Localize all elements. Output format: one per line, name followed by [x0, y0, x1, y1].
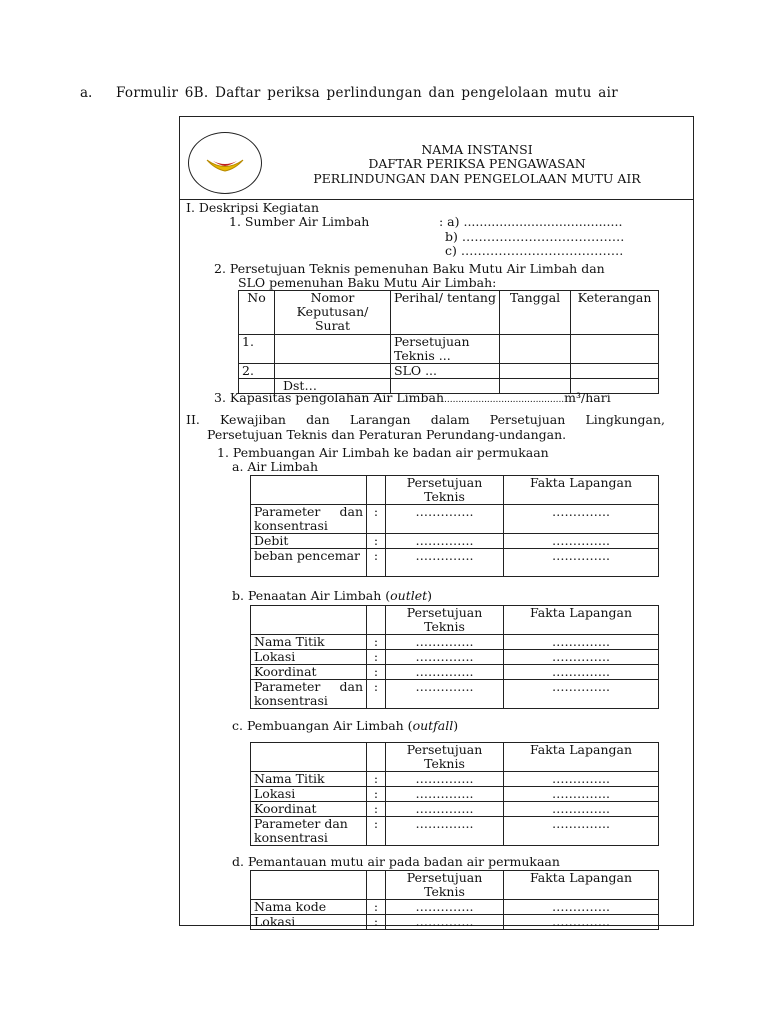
table-header: No — [239, 291, 275, 335]
colon: : — [367, 787, 386, 802]
value-placeholder: ………….. — [504, 650, 659, 665]
wastewater-source-a: : a) ........................................ — [439, 214, 623, 229]
row-label: Koordinat — [251, 802, 367, 817]
value-placeholder: ………….. — [386, 505, 504, 534]
value-placeholder: ………….. — [386, 915, 504, 930]
value-placeholder: ………….. — [386, 772, 504, 787]
subsection-b-title — [232, 589, 432, 603]
section-2-title-line1: II. Kewajiban dan Larangan dalam Persetujuan Lingkungan, — [186, 412, 665, 427]
row-label: Parameter dan konsentrasi — [251, 505, 367, 534]
column-header: Persetujuan Teknis — [386, 476, 504, 505]
colon: : — [367, 549, 386, 577]
value-placeholder: ………….. — [504, 635, 659, 650]
table-cell — [571, 335, 659, 364]
title-emphasis: outlet — [390, 588, 428, 603]
subsection-c-title — [232, 719, 458, 733]
table-cell: SLO ... — [391, 364, 500, 379]
colon: : — [367, 817, 386, 846]
colon: : — [367, 900, 386, 915]
wastewater-source-label: 1. Sumber Air Limbah — [229, 214, 370, 229]
table-header: Keterangan — [571, 291, 659, 335]
item-2-line1: 2. Persetujuan Teknis pemenuhan Baku Mutu Air Limbah dan — [214, 261, 605, 276]
value-placeholder: ………….. — [504, 505, 659, 534]
table-cell — [251, 743, 367, 772]
table-cell: Persetujuan Teknis ... — [391, 335, 500, 364]
value-placeholder: ………….. — [504, 787, 659, 802]
table-cell — [367, 743, 386, 772]
table-cell: Dst… — [275, 379, 391, 394]
value-placeholder: ………….. — [504, 534, 659, 549]
title-text: ) — [453, 718, 459, 733]
value-placeholder: ………….. — [504, 665, 659, 680]
row-label: Debit — [251, 534, 367, 549]
value-placeholder: ………….. — [386, 817, 504, 846]
value-placeholder: ………….. — [386, 802, 504, 817]
value-placeholder: ………….. — [386, 549, 504, 577]
column-header: Fakta Lapangan — [504, 476, 659, 505]
value-placeholder: ………….. — [504, 549, 659, 577]
value-placeholder: ………….. — [386, 900, 504, 915]
section-1-title: I. Deskripsi Kegiatan — [186, 200, 320, 215]
form-title-line2: PERLINDUNGAN DAN PENGELOLAAN MUTU AIR — [313, 171, 641, 186]
section-2-title-line2: Persetujuan Teknis dan Peraturan Perundang-undangan. — [207, 427, 567, 442]
column-header: Persetujuan Teknis — [386, 606, 504, 635]
colon: : — [367, 802, 386, 817]
capacity-text: 3. Kapasitas pengolahan Air Limbah — [214, 390, 445, 405]
table-cell — [251, 871, 367, 900]
column-header: Persetujuan Teknis — [386, 871, 504, 900]
row-label: Nama Titik — [251, 635, 367, 650]
section-letter: a. — [80, 85, 93, 101]
table-cell: 1. — [239, 335, 275, 364]
form-title-line1: DAFTAR PERIKSA PENGAWASAN — [368, 156, 586, 171]
title-text: ) — [427, 588, 433, 603]
table-header: Perihal/ tentang — [391, 291, 500, 335]
colon: : — [367, 650, 386, 665]
table-cell — [367, 871, 386, 900]
table-cell — [571, 364, 659, 379]
value-placeholder: ………….. — [386, 665, 504, 680]
value-placeholder: ………….. — [386, 650, 504, 665]
table-cell — [275, 335, 391, 364]
emblem-icon — [189, 133, 261, 193]
wastewater-source-b: b) ………………………………… — [445, 229, 625, 244]
row-label: Parameter dan konsentrasi — [251, 817, 367, 846]
capacity-dots: .......................................... — [444, 395, 565, 405]
colon: : — [367, 635, 386, 650]
value-placeholder: ………….. — [386, 680, 504, 709]
column-header: Fakta Lapangan — [504, 606, 659, 635]
table-header: Tanggal — [500, 291, 571, 335]
title-text: c. Pembuangan Air Limbah ( — [232, 718, 413, 733]
row-label: Parameter dan konsentrasi — [251, 680, 367, 709]
outlet-table — [250, 605, 659, 709]
table-cell — [275, 364, 391, 379]
item-2-line2: SLO pemenuhan Baku Mutu Air Limbah: — [238, 275, 497, 290]
capacity-unit: m³/hari — [564, 390, 611, 405]
column-header: Fakta Lapangan — [504, 743, 659, 772]
colon: : — [367, 680, 386, 709]
subsection-1-title: 1. Pembuangan Air Limbah ke badan air permukaan — [217, 445, 549, 460]
approval-table — [238, 290, 659, 394]
row-label: Lokasi — [251, 787, 367, 802]
outfall-table — [250, 742, 659, 846]
table-cell — [251, 476, 367, 505]
colon: : — [367, 505, 386, 534]
table-cell: 2. — [239, 364, 275, 379]
colon: : — [367, 915, 386, 930]
row-label: Koordinat — [251, 665, 367, 680]
colon: : — [367, 534, 386, 549]
value-placeholder: ………….. — [386, 787, 504, 802]
value-placeholder: ………….. — [386, 534, 504, 549]
table-cell — [367, 476, 386, 505]
table-cell — [500, 364, 571, 379]
value-placeholder: ………….. — [504, 915, 659, 930]
table-cell — [367, 606, 386, 635]
colon: : — [367, 665, 386, 680]
table-header: Nomor Keputusan/ Surat — [275, 291, 391, 335]
row-label: Lokasi — [251, 915, 367, 930]
monitoring-table — [250, 870, 659, 930]
value-placeholder: ………….. — [504, 772, 659, 787]
row-label: beban pencemar — [251, 549, 367, 577]
capacity-label — [214, 391, 611, 406]
row-label: Nama kode — [251, 900, 367, 915]
value-placeholder: ………….. — [504, 680, 659, 709]
subsection-d-title: d. Pemantauan mutu air pada badan air permukaan — [232, 854, 560, 869]
column-header: Fakta Lapangan — [504, 871, 659, 900]
page-title: Formulir 6B. Daftar periksa perlindungan dan pengelolaan mutu air — [116, 85, 618, 101]
institution-name: NAMA INSTANSI — [421, 142, 533, 157]
wastewater-source-c: c) ………………………………… — [445, 243, 624, 258]
value-placeholder: ………….. — [386, 635, 504, 650]
subsection-a-title: a. Air Limbah — [232, 459, 319, 474]
value-placeholder: ………….. — [504, 802, 659, 817]
title-emphasis: outfall — [412, 718, 454, 733]
colon: : — [367, 772, 386, 787]
row-label: Nama Titik — [251, 772, 367, 787]
value-placeholder: ………….. — [504, 900, 659, 915]
table-cell — [500, 335, 571, 364]
table-cell — [251, 606, 367, 635]
institution-logo — [188, 132, 262, 194]
wastewater-table — [250, 475, 659, 577]
column-header: Persetujuan Teknis — [386, 743, 504, 772]
value-placeholder: ………….. — [504, 817, 659, 846]
title-text: b. Penaatan Air Limbah ( — [232, 588, 391, 603]
row-label: Lokasi — [251, 650, 367, 665]
